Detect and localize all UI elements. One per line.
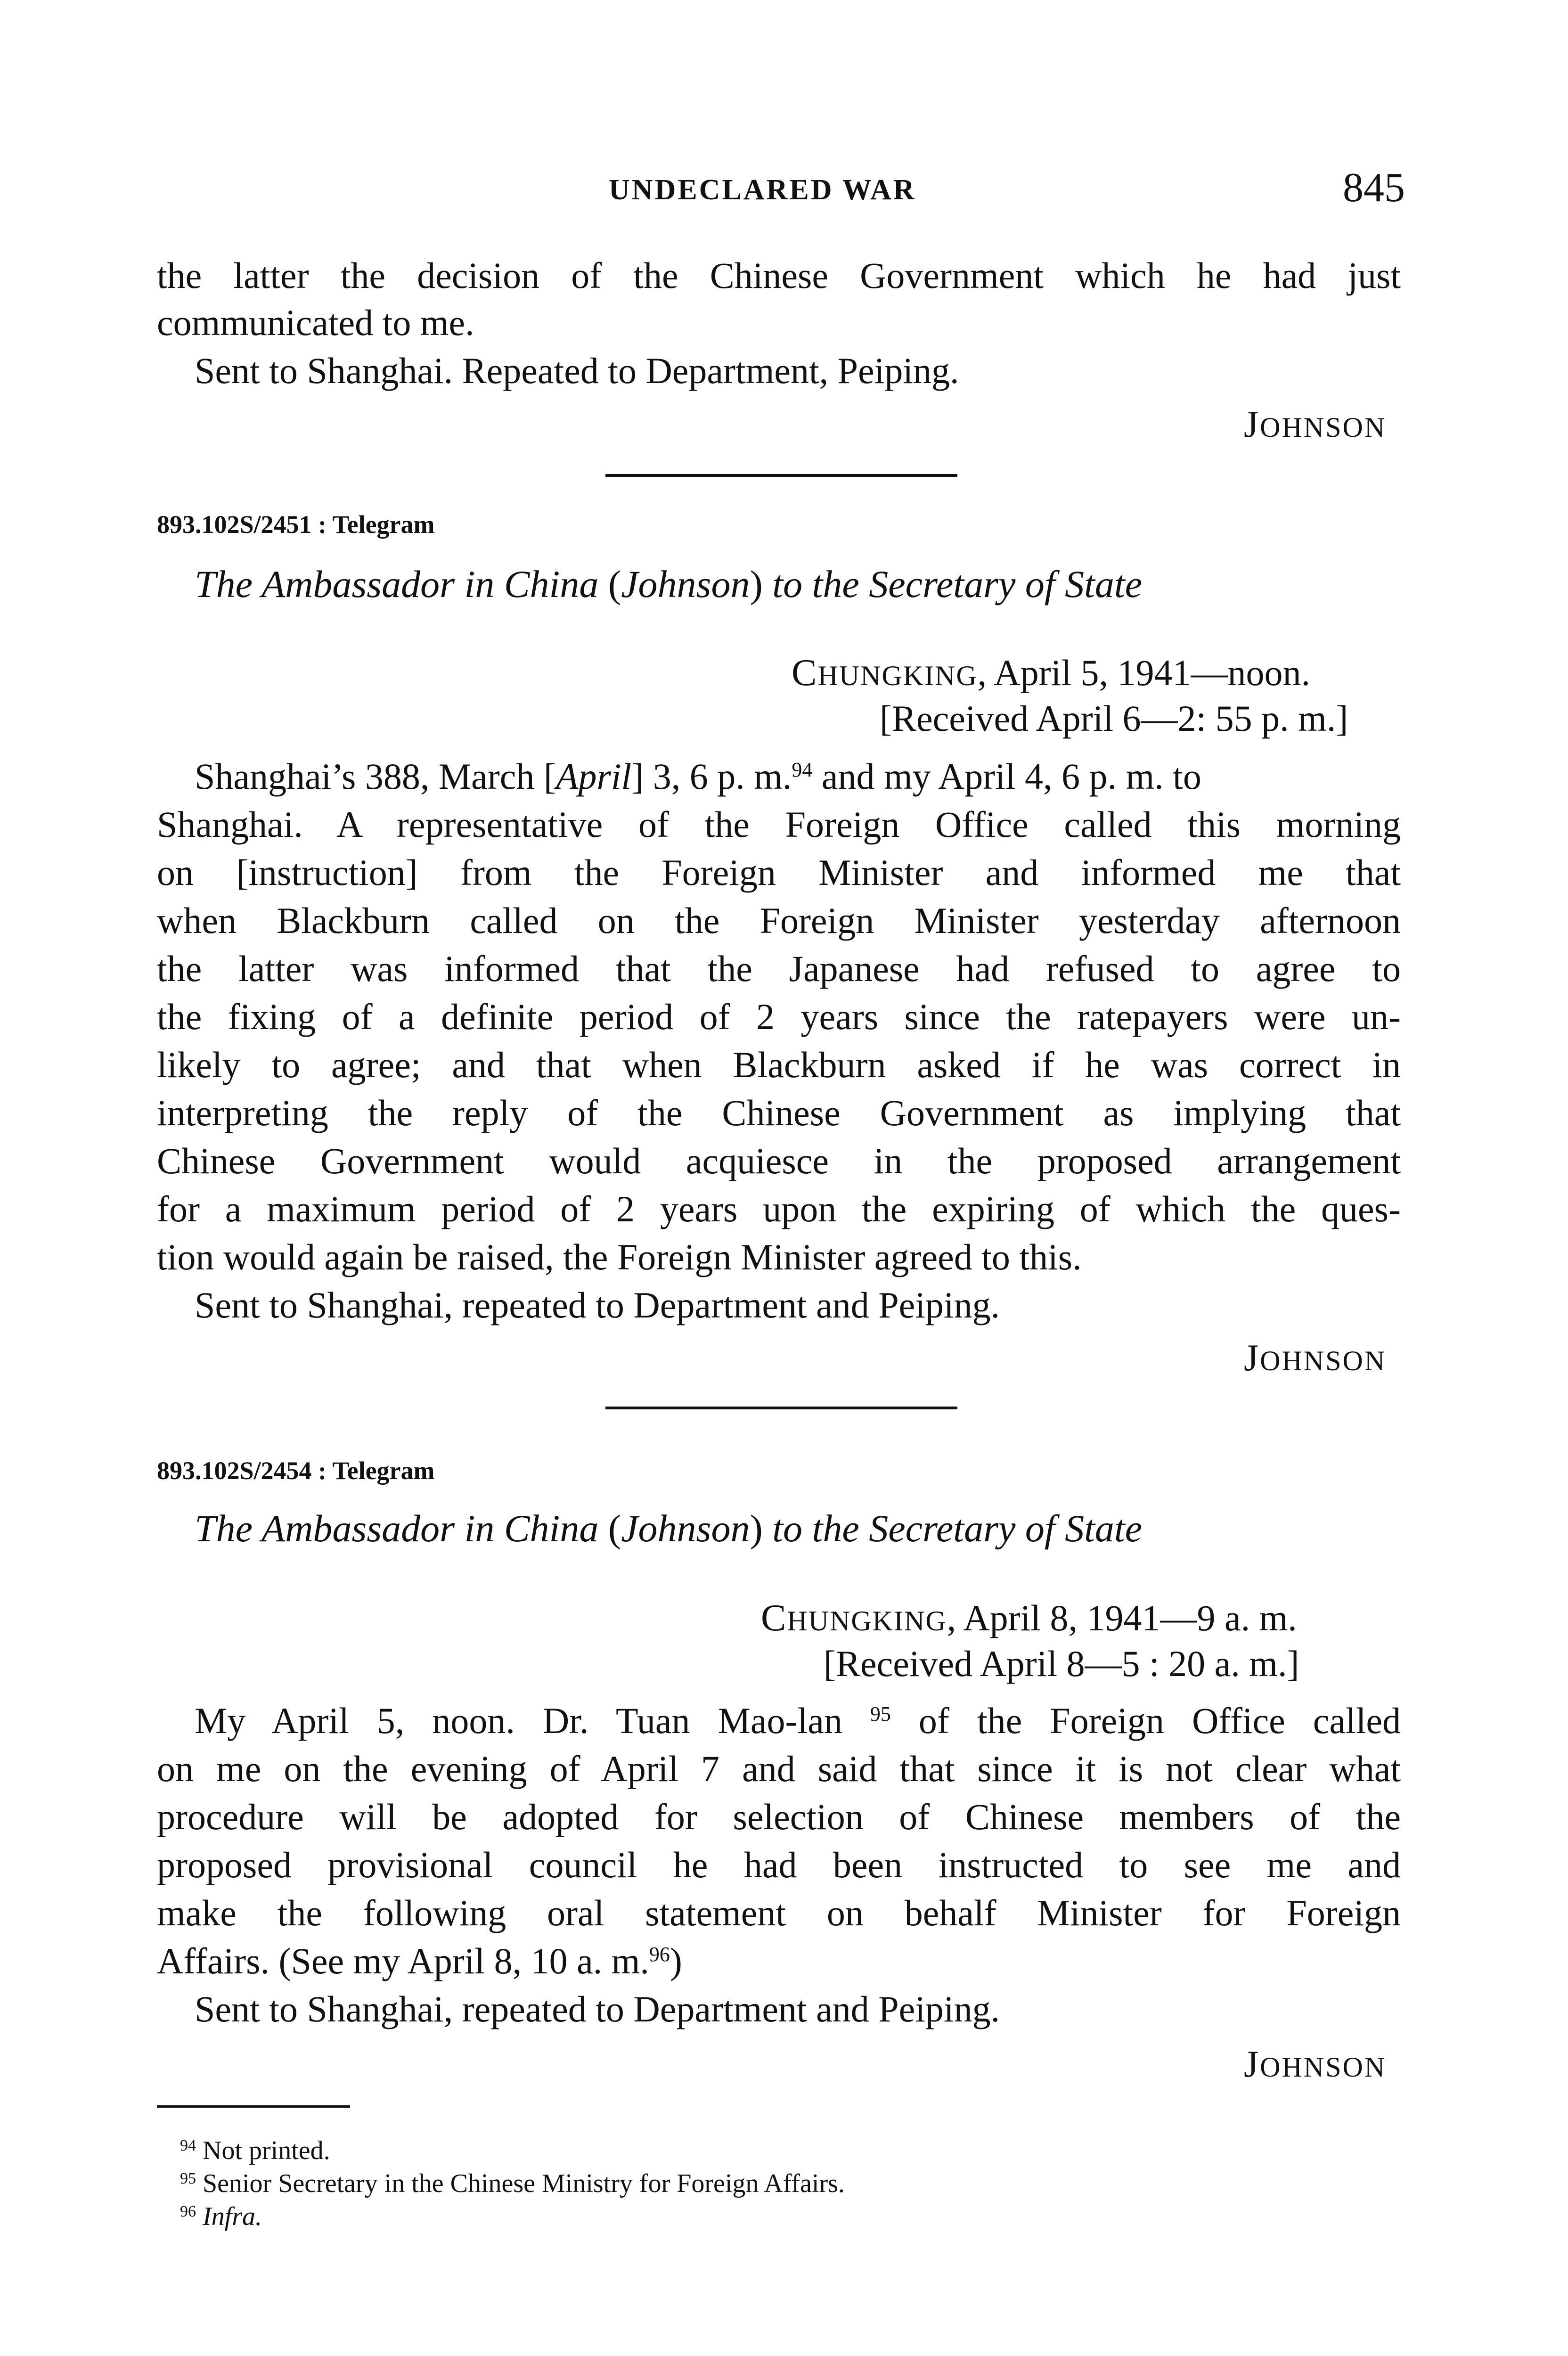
place-rest: HUNGKING bbox=[787, 1605, 947, 1636]
title-prefix: The Ambassador in China bbox=[195, 563, 608, 605]
footnote bbox=[180, 2197, 262, 2232]
text-line: proposed provisional council he had been instructed to see me and bbox=[157, 1844, 1401, 1885]
footnote-text: Senior Secretary in the Chinese Ministry for Foreign Affairs. bbox=[203, 2169, 845, 2198]
text-segment: Affairs. (See my April 8, 10 a. m. bbox=[157, 1940, 649, 1981]
section-divider bbox=[605, 1407, 957, 1409]
section-divider bbox=[605, 474, 957, 477]
dateline-place bbox=[761, 1597, 947, 1639]
title-name: Johnson bbox=[621, 1507, 750, 1550]
text-line: the latter the decision of the Chinese Government which he had just bbox=[157, 255, 1401, 296]
received-line: [Received April 6—2: 55 p. m.] bbox=[880, 698, 1348, 739]
title-prefix: The Ambassador in China bbox=[195, 1507, 608, 1550]
text-segment: My April 5, noon. Dr. Tuan Mao-lan bbox=[195, 1700, 870, 1741]
signature-initial: J bbox=[1244, 2044, 1260, 2085]
text-line: the latter was informed that the Japanese had refused to agree to bbox=[157, 948, 1401, 989]
signature-initial: J bbox=[1244, 1337, 1260, 1379]
footnote-ref: 96 bbox=[649, 1943, 670, 1966]
file-number: 893.102S/2454 : Telegram bbox=[157, 1456, 435, 1485]
sent-line: Sent to Shanghai. Repeated to Department, Peiping. bbox=[195, 350, 959, 391]
title-suffix: to the Secretary of State bbox=[762, 563, 1143, 605]
page-number: 845 bbox=[1343, 165, 1405, 211]
footnote bbox=[180, 2164, 845, 2199]
footnote bbox=[180, 2131, 330, 2166]
text-line: procedure will be adopted for selection of Chinese members of the bbox=[157, 1796, 1401, 1837]
text-line: tion would again be raised, the Foreign Minister agreed to this. bbox=[157, 1236, 1082, 1277]
title-suffix: to the Secretary of State bbox=[762, 1507, 1143, 1550]
signature-rest: OHNSON bbox=[1260, 412, 1387, 443]
file-number: 893.102S/2451 : Telegram bbox=[157, 510, 435, 539]
signature bbox=[1244, 403, 1386, 446]
footnote-rule bbox=[157, 2105, 350, 2108]
text-line: when Blackburn called on the Foreign Minister yesterday afternoon bbox=[157, 900, 1401, 941]
footnote-mark: 96 bbox=[180, 2203, 196, 2220]
title-paren-close: ) bbox=[750, 563, 763, 605]
sent-line: Sent to Shanghai, repeated to Department and Peiping. bbox=[195, 1988, 1000, 2029]
footnote-mark: 94 bbox=[180, 2137, 196, 2154]
text-segment: Shanghai’s 388, March [ bbox=[195, 756, 556, 797]
title-name: Johnson bbox=[621, 563, 750, 605]
text-line: on [instruction] from the Foreign Minister and informed me that bbox=[157, 852, 1401, 893]
place-initial: C bbox=[761, 1597, 787, 1639]
text-line: make the following oral statement on behalf Minister for Foreign bbox=[157, 1892, 1401, 1933]
place-initial: C bbox=[792, 652, 818, 694]
signature bbox=[1244, 1337, 1386, 1380]
text-line bbox=[157, 1937, 1401, 1986]
sent-line: Sent to Shanghai, repeated to Department and Peiping. bbox=[195, 1284, 1000, 1325]
telegram-title bbox=[195, 1506, 1142, 1551]
dateline-date: , April 8, 1941—9 a. m. bbox=[947, 1597, 1297, 1638]
text-line: Shanghai. A representative of the Foreign Office called this morning bbox=[157, 804, 1401, 845]
text-line: for a maximum period of 2 years upon the expiring of which the ques- bbox=[157, 1188, 1401, 1229]
signature-rest: OHNSON bbox=[1260, 2052, 1387, 2083]
signature-rest: OHNSON bbox=[1260, 1345, 1387, 1376]
text-line: the fixing of a definite period of 2 years since the ratepayers were un- bbox=[157, 996, 1401, 1037]
text-line bbox=[195, 1696, 1401, 1745]
text-line bbox=[195, 752, 1401, 801]
title-paren-close: ) bbox=[750, 1507, 763, 1550]
place-rest: HUNGKING bbox=[817, 660, 978, 691]
italic-text: April bbox=[555, 756, 632, 797]
footnote-ref: 95 bbox=[870, 1702, 891, 1726]
running-title: UNDECLARED WAR bbox=[609, 174, 916, 206]
signature-initial: J bbox=[1244, 404, 1260, 445]
text-segment: of the Foreign Office called bbox=[890, 1700, 1401, 1741]
title-paren-open: ( bbox=[608, 1507, 621, 1550]
footnote-text: Not printed. bbox=[203, 2136, 330, 2165]
text-segment: and my April 4, 6 p. m. to bbox=[812, 756, 1201, 797]
dateline bbox=[761, 1597, 1297, 1640]
text-line: likely to agree; and that when Blackburn asked if he was correct in bbox=[157, 1044, 1401, 1085]
dateline-date: , April 5, 1941—noon. bbox=[977, 652, 1310, 693]
text-line: on me on the evening of April 7 and said that since it is not clear what bbox=[157, 1748, 1401, 1789]
dateline bbox=[792, 652, 1310, 695]
received-line: [Received April 8—5 : 20 a. m.] bbox=[824, 1643, 1299, 1684]
footnote-ref: 94 bbox=[792, 758, 813, 781]
text-segment: ) bbox=[670, 1940, 682, 1981]
signature bbox=[1244, 2043, 1386, 2086]
text-line: Chinese Government would acquiesce in the proposed arrangement bbox=[157, 1140, 1401, 1181]
telegram-title bbox=[195, 562, 1142, 606]
text-line: communicated to me. bbox=[157, 302, 474, 343]
text-line: interpreting the reply of the Chinese Government as implying that bbox=[157, 1092, 1401, 1133]
title-paren-open: ( bbox=[608, 563, 621, 605]
footnote-mark: 95 bbox=[180, 2170, 196, 2187]
text-segment: ] 3, 6 p. m. bbox=[631, 756, 792, 797]
dateline-place bbox=[792, 652, 978, 694]
footnote-text: Infra. bbox=[203, 2202, 262, 2231]
